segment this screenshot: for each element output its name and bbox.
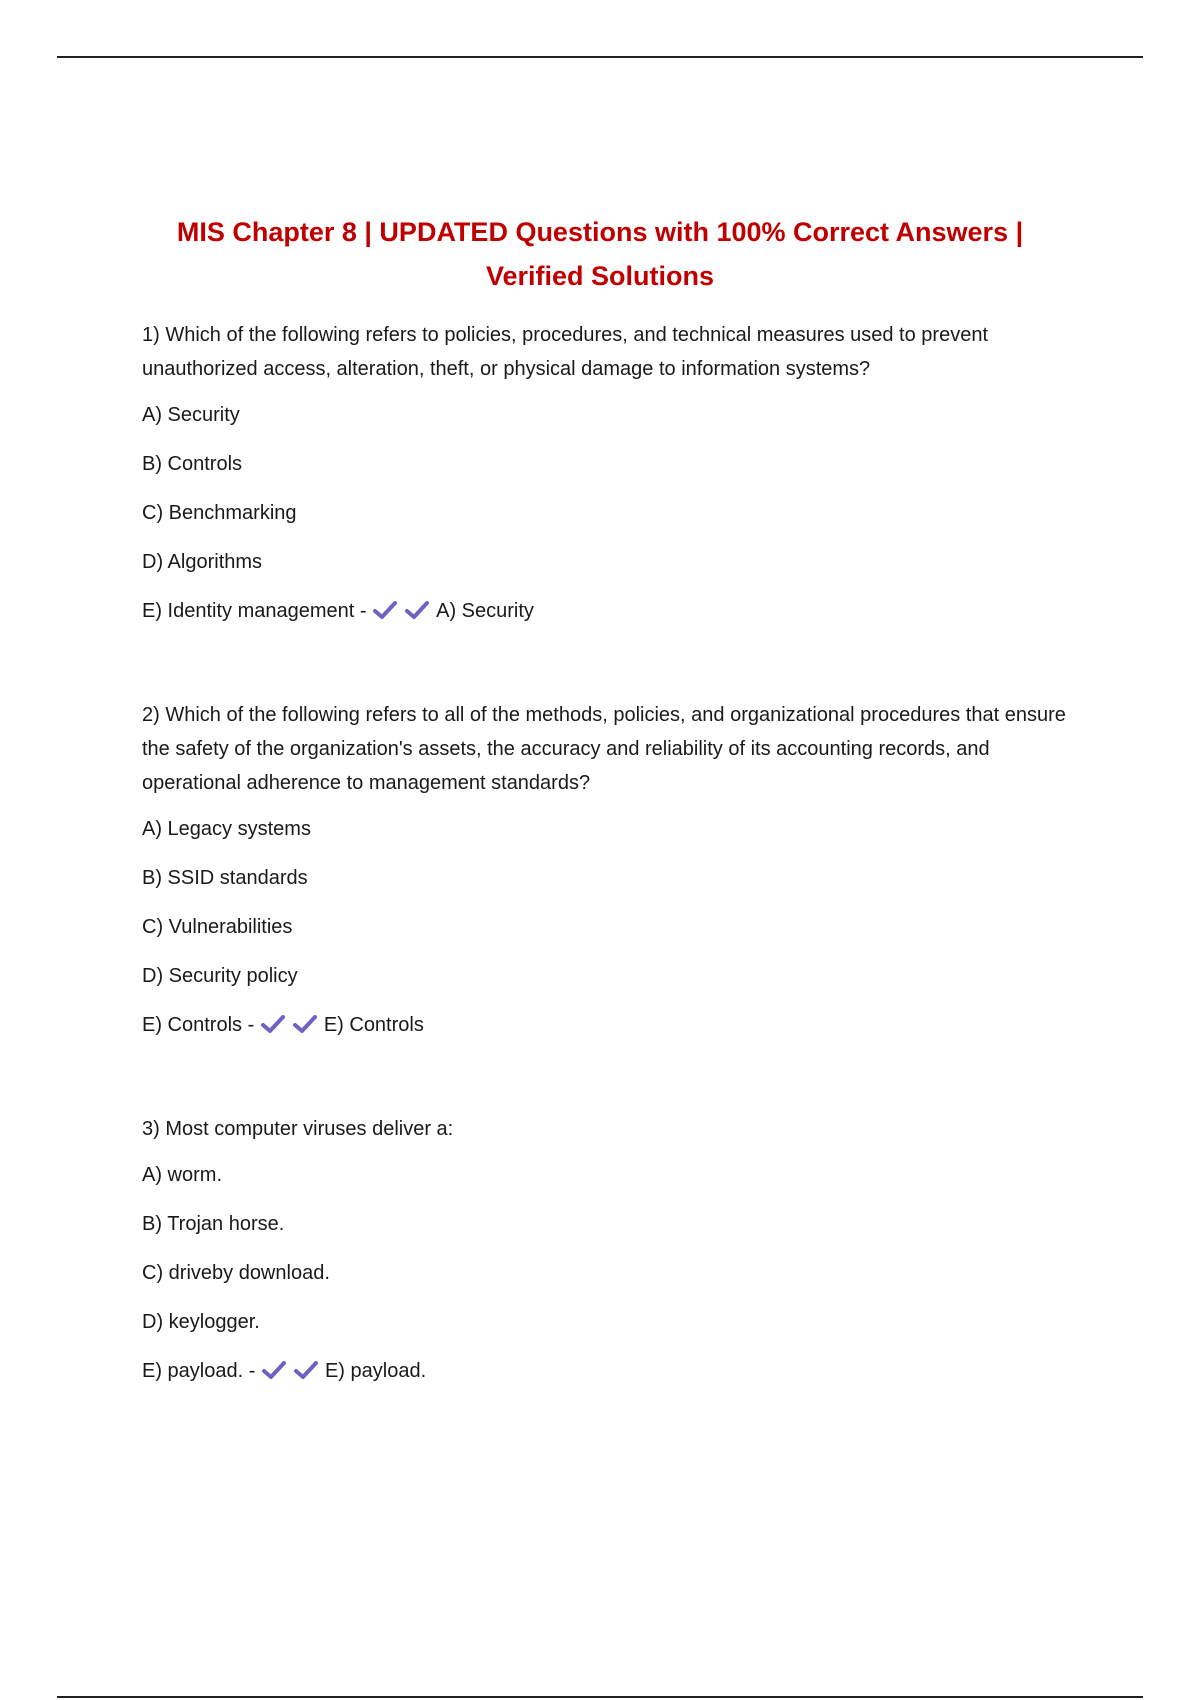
option-e-with-answer — [142, 594, 1082, 628]
option-b: B) Controls — [142, 453, 243, 475]
option-d: D) Algorithms — [142, 551, 263, 573]
question-stem: 3) Most computer viruses deliver a: — [142, 1118, 454, 1140]
option-c: C) Vulnerabilities — [142, 916, 293, 938]
check-icon — [293, 1359, 319, 1381]
question-3 — [142, 1112, 1082, 1388]
option-b: B) SSID standards — [142, 867, 308, 889]
option-e-with-answer — [142, 1008, 1082, 1042]
check-icon — [292, 1013, 318, 1035]
check-icon — [260, 1013, 286, 1035]
option-a: A) worm. — [142, 1164, 222, 1186]
option-a: A) Legacy systems — [142, 818, 311, 840]
option-c: C) driveby download. — [142, 1262, 330, 1284]
check-icon — [404, 599, 430, 621]
question-2 — [142, 698, 1082, 1042]
top-rule — [57, 56, 1143, 58]
check-icon — [372, 599, 398, 621]
question-1 — [142, 318, 1082, 628]
question-stem: 2) Which of the following refers to all of the methods, policies, and organizational procedures that ensure the safety of the organization's assets, the accuracy and reliability of its accounting records, and operational adherence to management standards? — [142, 704, 1066, 794]
option-e: E) payload. - — [142, 1360, 256, 1382]
option-d: D) Security policy — [142, 965, 298, 987]
bottom-rule — [57, 1696, 1143, 1698]
title-line-2: Verified Solutions — [485, 261, 715, 291]
answer-text: E) Controls — [323, 1014, 424, 1036]
option-a: A) Security — [142, 404, 240, 426]
document-title — [140, 210, 1060, 298]
option-e: E) Controls - — [142, 1014, 255, 1036]
option-e-with-answer — [142, 1354, 1082, 1388]
option-d: D) keylogger. — [142, 1311, 260, 1333]
check-icon — [261, 1359, 287, 1381]
option-c: C) Benchmarking — [142, 502, 297, 524]
option-b: B) Trojan horse. — [142, 1213, 285, 1235]
question-stem: 1) Which of the following refers to policies, procedures, and technical measures used to prevent unauthorized access, alteration, theft, or physical damage to information systems? — [142, 324, 988, 380]
option-e: E) Identity management - — [142, 600, 367, 622]
answer-text: E) payload. — [324, 1360, 427, 1382]
title-line-1: MIS Chapter 8 | UPDATED Questions with 100% Correct Answers | — [176, 217, 1024, 247]
answer-text: A) Security — [436, 600, 534, 622]
